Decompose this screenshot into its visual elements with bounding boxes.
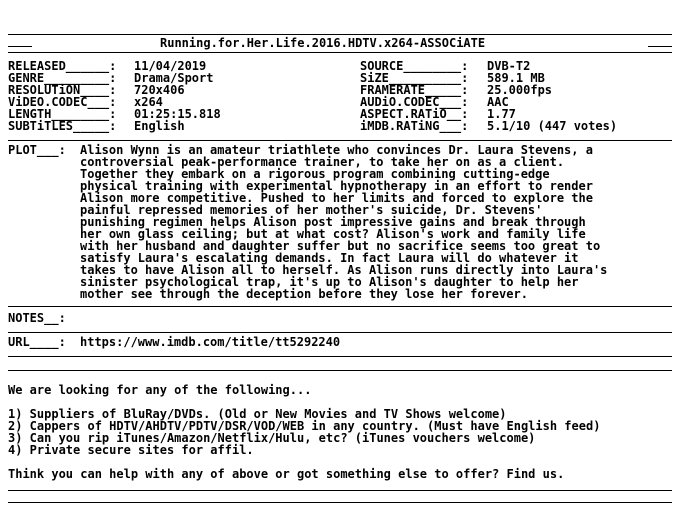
audio-codec-value: AAC: [487, 95, 509, 109]
plot-line: satisfy Laura's escalating demands. In fact Laura will do whatever it: [80, 251, 579, 265]
footer-rule-1: [8, 490, 672, 491]
audio-codec-label: AUDiO.CODEC___:: [360, 95, 469, 109]
plot-line: with her husband and daughter suffer but no sacrifice seems too great to: [80, 239, 601, 253]
genre-label: GENRE_________:: [8, 71, 117, 85]
length-value: 01:25:15.818: [134, 107, 221, 121]
video-codec-value: x264: [134, 95, 163, 109]
resolution-label: RESOLUTiON____:: [8, 83, 117, 97]
size-label: SiZE__________:: [360, 71, 469, 85]
source-label: SOURCE________:: [360, 59, 469, 73]
list-item: 2) Cappers of HDTV/AHDTV/PDTV/DSR/VOD/WEB in any country. (Must have English feed): [8, 419, 601, 433]
release-title: Running.for.Her.Life.2016.HDTV.x264-ASSOCiATE: [160, 36, 486, 50]
plot-line: Together they embark on a rigorous program combining cutting-edge: [80, 167, 550, 181]
genre-value: Drama/Sport: [134, 71, 214, 85]
url-bottom-rule: [8, 356, 672, 357]
plot-line: Alison Wynn is an amateur triathlete who convinces Dr. Laura Stevens, a: [80, 143, 593, 157]
url-label: URL____:: [8, 335, 66, 349]
plot-line: her own glass ceiling; but at what cost? Alison's work and family life: [80, 227, 586, 241]
list-item: 3) Can you rip iTunes/Amazon/Netflix/Hulu, etc? (iTunes vouchers welcome): [8, 431, 536, 445]
notes-bottom-rule: [8, 332, 672, 333]
notes-label: NOTES__:: [8, 311, 66, 325]
footer-rule-2: [8, 502, 672, 503]
framerate-value: 25.000fps: [487, 83, 553, 97]
framerate-label: FRAMERATE_____:: [360, 83, 469, 97]
plot-line: takes to have Alison all to herself. As Alison runs directly into Laura's: [80, 263, 608, 277]
plot-line: painful repressed memories of her mother's suicide, Dr. Stevens': [80, 203, 543, 217]
plot-line: punishing regimen helps Alison post impressive gains and break through: [80, 215, 586, 229]
subtitles-label: SUBTiTLES_____:: [8, 119, 117, 133]
aspect-ratio-label: ASPECT.RATiO__:: [360, 107, 469, 121]
released-label: RELEASED______:: [8, 59, 117, 73]
size-value: 589.1 MB: [487, 71, 545, 85]
wanted-intro: We are looking for any of the following...: [8, 383, 312, 397]
plot-line: sinister psychological trap, it's up to Alison's daughter to help her: [80, 275, 579, 289]
top-rule: [8, 34, 672, 35]
list-item: 4) Private secure sites for affil.: [8, 443, 254, 457]
source-value: DVB-T2: [487, 59, 531, 73]
plot-line: physical training with experimental hypnotherapy in an effort to render: [80, 179, 593, 193]
section-divider-rule: [8, 370, 672, 371]
plot-line: mother see through the deception before they lose her forever.: [80, 287, 528, 301]
plot-line: controversial peak-performance trainer, to take her on as a client.: [80, 155, 565, 169]
contact-outro: Think you can help with any of above or got something else to offer? Find us.: [8, 467, 565, 481]
released-value: 11/04/2019: [134, 59, 207, 73]
resolution-value: 720x406: [134, 83, 185, 97]
video-codec-label: ViDEO.CODEC___:: [8, 95, 117, 109]
subtitles-value: English: [134, 119, 185, 133]
length-label: LENGTH________:: [8, 107, 117, 121]
imdb-url[interactable]: https://www.imdb.com/title/tt5292240: [80, 335, 341, 349]
plot-line: Alison more competitive. Pushed to her limits and forced to explore the: [80, 191, 593, 205]
plot-label: PLOT___:: [8, 143, 66, 157]
header-left-underline: [8, 46, 32, 47]
imdb-rating-value: 5.1/10 (447 votes): [487, 119, 618, 133]
aspect-ratio-value: 1.77: [487, 107, 516, 121]
list-item: 1) Suppliers of BluRay/DVDs. (Old or New Movies and TV Shows welcome): [8, 407, 507, 421]
info-bottom-rule: [8, 140, 672, 141]
header-right-underline: [648, 46, 672, 47]
header-bottom-rule: [8, 52, 672, 53]
plot-bottom-rule: [8, 306, 672, 307]
imdb-rating-label: iMDB.RATiNG___:: [360, 119, 469, 133]
